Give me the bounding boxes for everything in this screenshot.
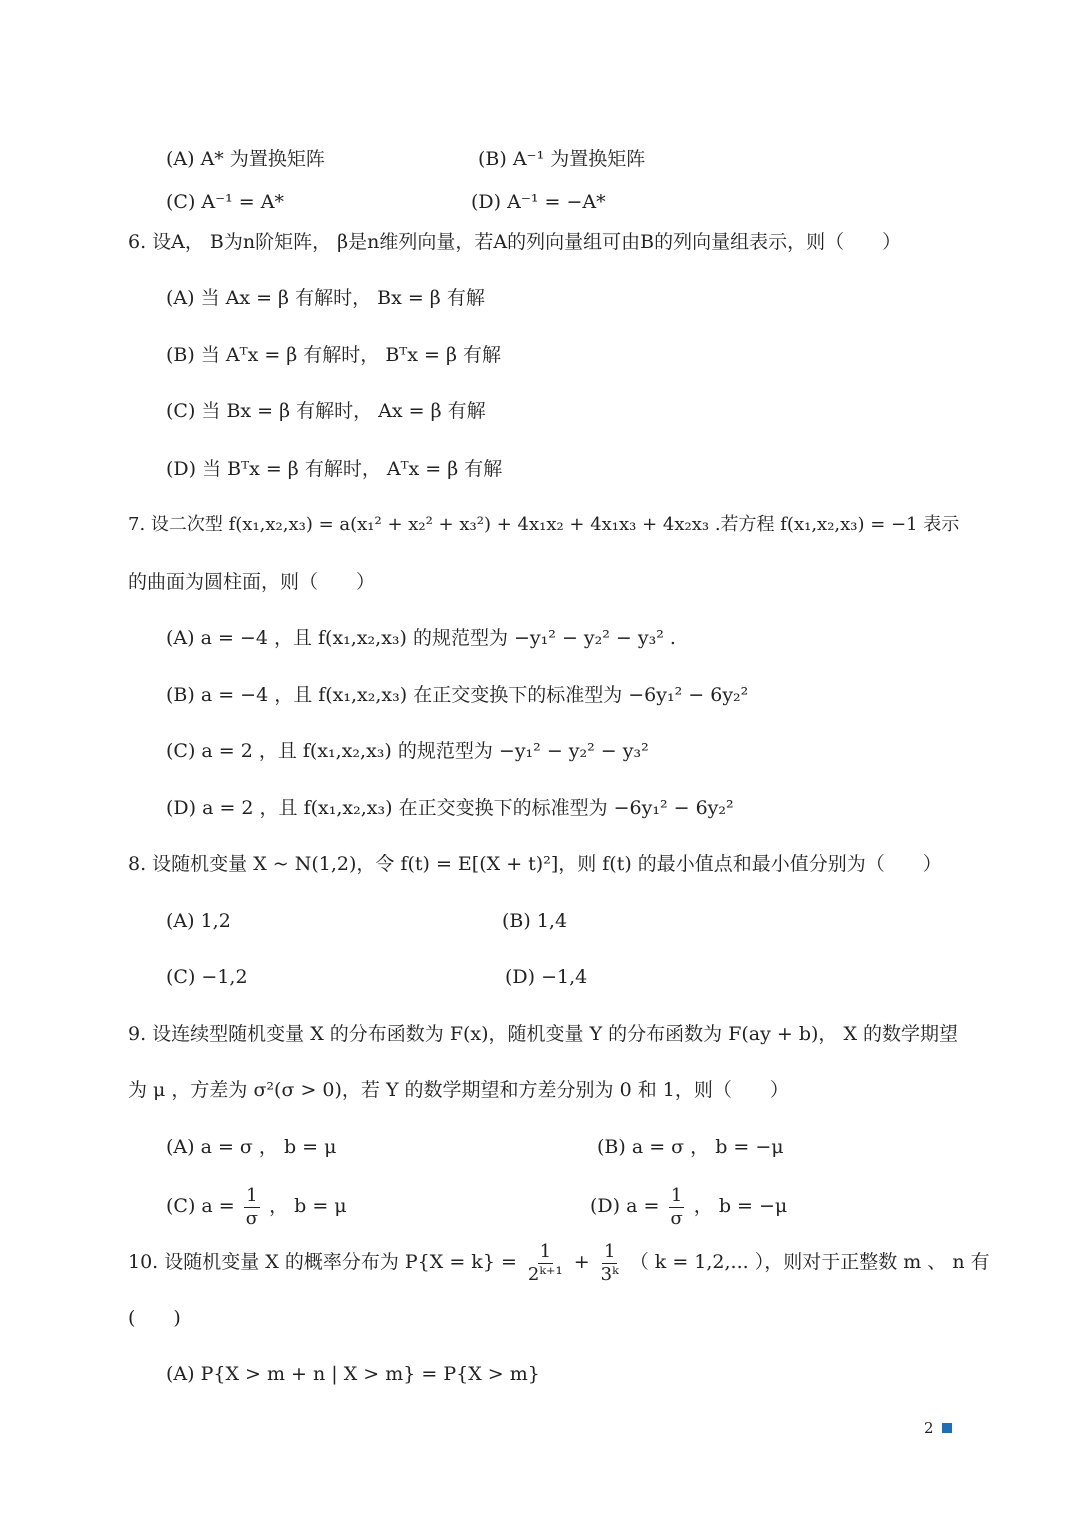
q6-option-a: (A) 当 Ax = β 有解时， Bx = β 有解: [166, 287, 485, 309]
q9-option-d-suffix: ， b = −μ: [693, 1195, 788, 1217]
q10-option-a: (A) P{X > m + n | X > m} = P{X > m}: [166, 1363, 540, 1385]
q10-stem-line2: ( ): [128, 1307, 181, 1329]
q5-option-d: (D) A⁻¹ = −A*: [471, 191, 606, 213]
q6-stem: 6. 设A， B为n阶矩阵， β是n维列向量，若A的列向量组可由B的列向量组表示，则（ ）: [128, 231, 902, 253]
q5-option-b: (B) A⁻¹ 为置换矩阵: [478, 148, 646, 170]
q8-option-c: (C) −1,2: [166, 966, 248, 988]
q10-stem-suffix: （ k = 1,2,... ），则对于正整数 m 、 n 有: [629, 1251, 990, 1273]
q7-option-c: (C) a = 2 ，且 f(x₁,x₂,x₃) 的规范型为 −y₁² − y₂² − y₃²: [166, 740, 649, 762]
q6-option-c: (C) 当 Bx = β 有解时， Ax = β 有解: [166, 400, 486, 422]
fraction-numerator: 1: [670, 1184, 683, 1206]
fraction-denominator: σ: [670, 1207, 683, 1229]
q9-option-d-fraction: [668, 1184, 684, 1229]
q9-option-c: [166, 1186, 347, 1228]
q9-option-d-prefix: (D) a =: [590, 1195, 660, 1217]
q9-option-c-fraction: [244, 1184, 260, 1229]
fraction-denominator: 3ᵏ: [600, 1263, 619, 1285]
q8-option-b: (B) 1,4: [502, 910, 568, 932]
q7-option-a: (A) a = −4 ，且 f(x₁,x₂,x₃) 的规范型为 −y₁² − y₂² − y₃² .: [166, 627, 676, 649]
q10-fraction-2: [599, 1240, 621, 1285]
q7-stem-line1: 7. 设二次型 f(x₁,x₂,x₃) = a(x₁² + x₂² + x₃²) + 4x₁x₂ + 4x₁x₃ + 4x₂x₃ .若方程 f(x₁,x₂,x₃) = −1 表示: [128, 514, 960, 535]
q9-option-b: (B) a = σ ， b = −μ: [597, 1136, 784, 1158]
q6-option-d: (D) 当 Bᵀx = β 有解时， Aᵀx = β 有解: [166, 458, 503, 480]
q5-option-a: (A) A* 为置换矩阵: [166, 148, 325, 170]
q8-stem: 8. 设随机变量 X ~ N(1,2)，令 f(t) = E[(X + t)²]，则 f(t) 的最小值点和最小值分别为（ ）: [128, 853, 942, 875]
fraction-denominator: 2ᵏ⁺¹: [527, 1263, 563, 1285]
q7-option-d: (D) a = 2 ，且 f(x₁,x₂,x₃) 在正交变换下的标准型为 −6y₁² − 6y₂²: [166, 797, 734, 819]
q9-stem-line1: 9. 设连续型随机变量 X 的分布函数为 F(x)，随机变量 Y 的分布函数为 F(ay + b)， X 的数学期望: [128, 1023, 959, 1045]
q7-stem-line2: 的曲面为圆柱面，则（ ）: [128, 571, 376, 593]
q9-option-c-prefix: (C) a =: [166, 1195, 235, 1217]
fraction-denominator: σ: [245, 1207, 259, 1229]
q9-option-a: (A) a = σ ， b = μ: [166, 1136, 337, 1158]
q7-option-b: (B) a = −4 ，且 f(x₁,x₂,x₃) 在正交变换下的标准型为 −6y₁² − 6y₂²: [166, 684, 749, 706]
q8-option-d: (D) −1,4: [505, 966, 588, 988]
fraction-numerator: 1: [246, 1184, 258, 1206]
q10-fraction-1: [526, 1240, 565, 1285]
q9-option-c-suffix: ， b = μ: [269, 1195, 347, 1217]
q9-stem-line2: 为 μ ，方差为 σ²(σ > 0)，若 Y 的数学期望和方差分别为 0 和 1，则（ ）: [128, 1079, 789, 1101]
fraction-numerator: 1: [603, 1240, 616, 1262]
q10-stem-prefix: 10. 设随机变量 X 的概率分布为 P{X = k} =: [128, 1251, 517, 1273]
page-marker-square-icon: [942, 1423, 952, 1433]
q9-option-d: [590, 1186, 787, 1228]
fraction-numerator: 1: [539, 1240, 552, 1262]
q10-stem-line1: [128, 1242, 990, 1284]
q6-option-b: (B) 当 Aᵀx = β 有解时， Bᵀx = β 有解: [166, 344, 502, 366]
q5-option-c: (C) A⁻¹ = A*: [166, 191, 284, 213]
q10-plus: +: [573, 1251, 590, 1273]
q8-option-a: (A) 1,2: [166, 910, 231, 932]
page-number: 2: [924, 1419, 934, 1437]
